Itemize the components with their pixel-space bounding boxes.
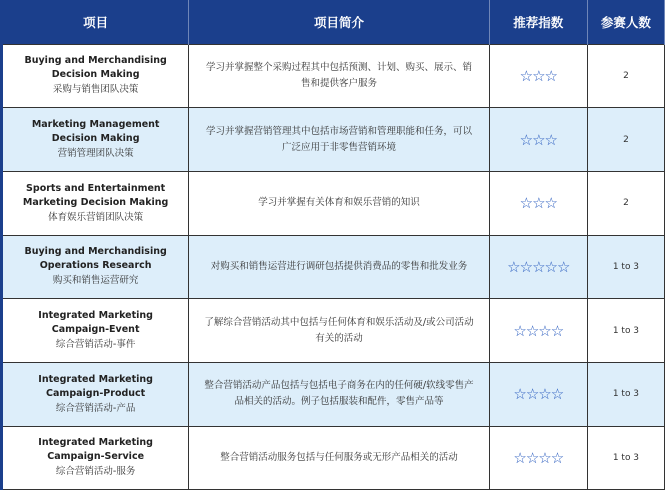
table-row	[2, 44, 665, 108]
table-row	[2, 299, 665, 363]
project-cell	[2, 235, 189, 299]
project-name-cn: 综合营销活动-服务	[55, 466, 136, 478]
rating-cell	[489, 362, 587, 426]
description-cell: 学习并掌握有关体育和娱乐营销的知识	[189, 171, 489, 235]
project-cell	[2, 171, 189, 235]
star-rating-icon: ☆☆☆	[519, 66, 557, 85]
project-cell	[2, 299, 189, 363]
participants-cell: 2	[587, 44, 664, 108]
rating-cell	[489, 299, 587, 363]
header-participants: 参赛人数	[587, 0, 664, 44]
project-cell	[2, 44, 189, 108]
project-name-en-2: Campaign-Event	[51, 324, 140, 336]
table-row	[2, 108, 665, 172]
participants-cell: 1 to 3	[587, 299, 664, 363]
project-name-en: Buying and Merchandising	[24, 246, 167, 258]
star-rating-icon: ☆☆☆☆	[513, 321, 564, 340]
project-name-en: Integrated Marketing	[38, 437, 153, 449]
rating-cell	[489, 44, 587, 108]
project-name-cn: 采购与销售团队决策	[52, 84, 139, 96]
star-rating-icon: ☆☆☆☆	[513, 448, 564, 467]
header-row	[2, 0, 665, 44]
table-row	[2, 235, 665, 299]
star-rating-icon: ☆☆☆	[519, 194, 557, 213]
project-name-en: Integrated Marketing	[38, 373, 153, 385]
table-row	[2, 426, 665, 490]
project-name-cn: 营销管理团队决策	[57, 148, 134, 160]
description-cell: 整合营销活动产品包括与包括电子商务在内的任何硬/软线零售产品相关的活动。例子包括服装和配件，零售产品等	[189, 362, 489, 426]
rating-cell	[489, 235, 587, 299]
project-name-en: Buying and Merchandising	[24, 55, 167, 67]
participants-cell: 1 to 3	[587, 235, 664, 299]
description-cell: 了解综合营销活动其中包括与任何体育和娱乐活动及/或公司活动有关的活动	[189, 299, 489, 363]
star-rating-icon: ☆☆☆	[519, 130, 557, 149]
participants-cell: 2	[587, 108, 664, 172]
project-name-en-2: Operations Research	[39, 260, 152, 272]
table-row	[2, 362, 665, 426]
participants-cell: 1 to 3	[587, 426, 664, 490]
header-description: 项目简介	[189, 0, 489, 44]
header-rating: 推荐指数	[489, 0, 587, 44]
description-cell: 学习并掌握整个采购过程其中包括预测、计划、购买、展示、销售和提供客户服务	[189, 44, 489, 108]
table-row	[2, 171, 665, 235]
project-name-en: Integrated Marketing	[38, 310, 153, 322]
star-rating-icon: ☆☆☆☆	[513, 385, 564, 404]
rating-cell	[489, 108, 587, 172]
project-cell	[2, 108, 189, 172]
project-name-cn: 购买和销售运营研究	[52, 275, 139, 287]
project-name-en: Marketing Management	[31, 119, 160, 131]
description-cell: 学习并掌握营销管理其中包括市场营销和管理职能和任务，可以广泛应用于非零售营销环境	[189, 108, 489, 172]
rating-cell	[489, 426, 587, 490]
participants-cell: 2	[587, 171, 664, 235]
project-name-en-2: Campaign-Product	[46, 387, 146, 399]
project-name-en-2: Marketing Decision Making	[22, 196, 169, 208]
project-name-cn: 综合营销活动-事件	[55, 339, 136, 351]
project-name-en: Sports and Entertainment	[26, 182, 166, 194]
project-name-en-2: Campaign-Service	[47, 451, 145, 463]
project-name-cn: 综合营销活动-产品	[55, 402, 136, 414]
description-cell: 整合营销活动服务包括与任何服务或无形产品相关的活动	[189, 426, 489, 490]
project-name-en-2: Decision Making	[51, 133, 140, 145]
star-rating-icon: ☆☆☆☆☆	[507, 257, 570, 276]
description-cell: 对购买和销售运营进行调研包括提供消费品的零售和批发业务	[189, 235, 489, 299]
participants-cell: 1 to 3	[587, 362, 664, 426]
project-cell	[2, 362, 189, 426]
project-name-en-2: Decision Making	[51, 69, 140, 81]
project-cell	[2, 426, 189, 490]
project-name-cn: 体育娱乐营销团队决策	[48, 211, 144, 223]
header-project: 项目	[2, 0, 189, 44]
rating-cell	[489, 171, 587, 235]
